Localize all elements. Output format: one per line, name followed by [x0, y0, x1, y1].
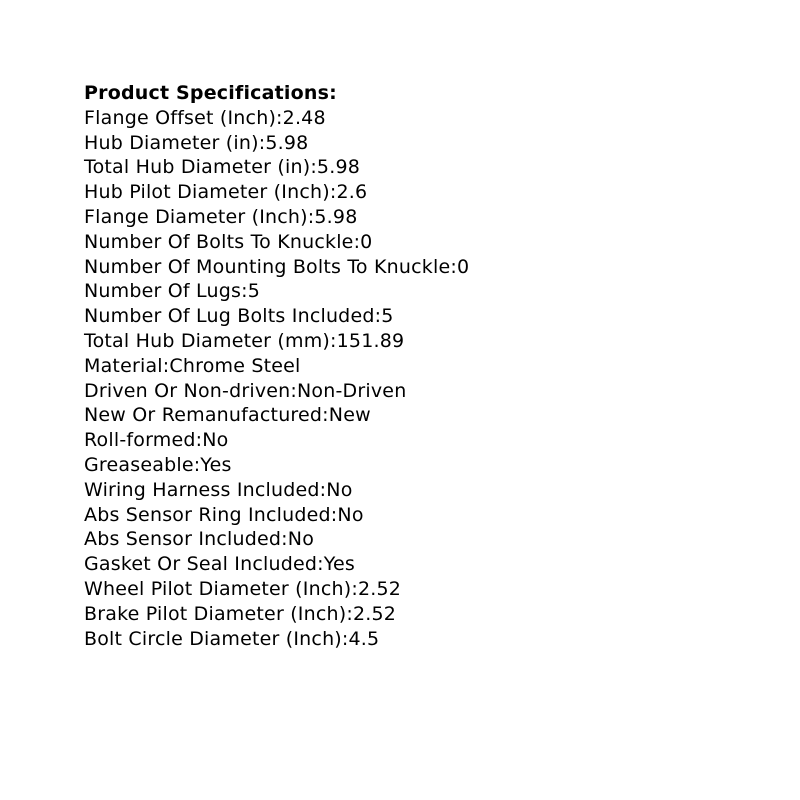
spec-hub-pilot-diameter: Hub Pilot Diameter (Inch):2.6 — [84, 181, 368, 204]
spec-abs-sensor-ring: Abs Sensor Ring Included:No — [84, 503, 364, 526]
spec-material: Material:Chrome Steel — [84, 354, 301, 377]
spec-gasket-or-seal: Gasket Or Seal Included:Yes — [84, 553, 355, 576]
spec-bolts-to-knuckle: Number Of Bolts To Knuckle:0 — [84, 230, 373, 253]
spec-wiring-harness: Wiring Harness Included:No — [84, 478, 353, 501]
spec-wheel-pilot-diameter: Wheel Pilot Diameter (Inch):2.52 — [84, 577, 402, 600]
spec-flange-diameter: Flange Diameter (Inch):5.98 — [84, 205, 358, 228]
product-specifications — [84, 81, 469, 651]
specs-title: Product Specifications: — [84, 82, 337, 104]
spec-list — [84, 106, 469, 652]
spec-hub-diameter: Hub Diameter (in):5.98 — [84, 131, 309, 154]
spec-driven: Driven Or Non-driven:Non-Driven — [84, 379, 407, 402]
spec-number-of-lugs: Number Of Lugs:5 — [84, 280, 260, 303]
spec-mounting-bolts-to-knuckle: Number Of Mounting Bolts To Knuckle:0 — [84, 255, 470, 278]
spec-lug-bolts-included: Number Of Lug Bolts Included:5 — [84, 305, 394, 328]
spec-bolt-circle-diameter: Bolt Circle Diameter (Inch):4.5 — [84, 627, 380, 650]
spec-new-or-remanufactured: New Or Remanufactured:New — [84, 404, 371, 427]
spec-total-hub-diameter-in: Total Hub Diameter (in):5.98 — [84, 156, 361, 179]
spec-brake-pilot-diameter: Brake Pilot Diameter (Inch):2.52 — [84, 602, 397, 625]
spec-greaseable: Greaseable:Yes — [84, 453, 232, 476]
spec-abs-sensor: Abs Sensor Included:No — [84, 528, 315, 551]
spec-total-hub-diameter-mm: Total Hub Diameter (mm):151.89 — [84, 329, 405, 352]
spec-flange-offset: Flange Offset (Inch):2.48 — [84, 106, 326, 129]
spec-roll-formed: Roll-formed:No — [84, 429, 229, 452]
